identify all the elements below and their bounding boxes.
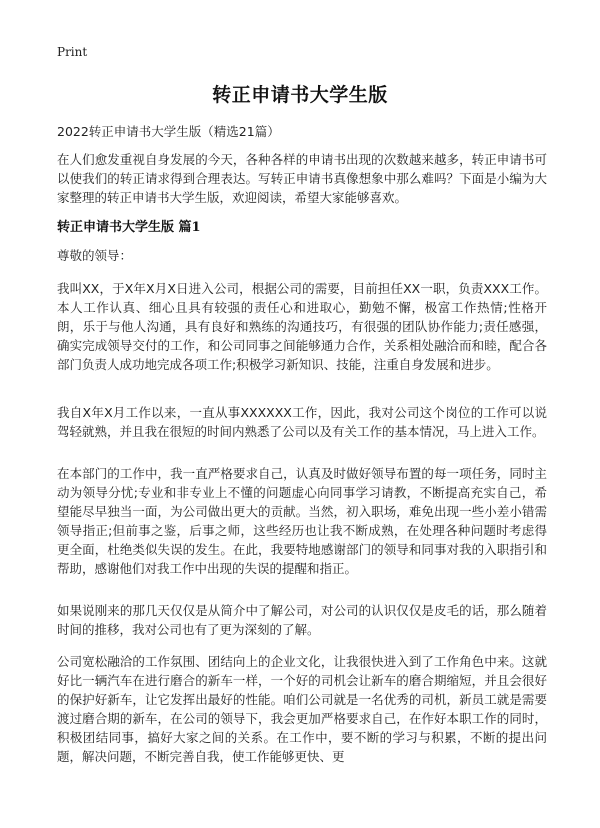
body-paragraph-2: 我自X年X月工作以来，一直从事XXXXXX工作，因此，我对公司这个岗位的工作可以说驾轻就熟，并且我在很短的时间内熟悉了公司以及有关工作的基本情况，马上进入工作。 bbox=[57, 405, 547, 439]
section-heading: 转正申请书大学生版 篇1 bbox=[57, 220, 201, 235]
document-subtitle: 2022转正申请书大学生版（精选21篇） bbox=[57, 124, 280, 139]
intro-paragraph: 在人们愈发重视自身发展的今天，各种各样的申请书出现的次数越来越多，转正申请书可以使我们的转正请求得到合理表达。写转正申请书真像想象中那么难吗？下面是小编为大家整理的转正申请书大学生版，欢迎阅读，希望大家能够喜欢。 bbox=[57, 152, 547, 205]
page-title: 转正申请书大学生版 bbox=[212, 84, 388, 106]
body-paragraph-4: 如果说刚来的那几天仅仅是从简介中了解公司，对公司的认识仅仅是皮毛的话，那么随着时间的推移，我对公司也有了更为深刻的了解。 bbox=[57, 603, 547, 637]
print-link[interactable]: Print bbox=[57, 45, 88, 59]
body-paragraph-1: 我叫XX，于X年X月X日进入公司，根据公司的需要，目前担任XX一职，负责XXX工作。本人工作认真、细心且具有较强的责任心和进取心，勤勉不懈，极富工作热情;性格开朗，乐于与他人沟通，具有良好和熟练的沟通技巧，有很强的团队协作能力;责任感强，确实完成领导交付的工作，和公司同事之间能够通力合作，关系相处融洽而和睦，配合各部门负责人成功地完成各项工作;积极学习新知识、技能，注重自身发展和进步。 bbox=[57, 281, 547, 372]
body-paragraph-5: 公司宽松融洽的工作氛围、团结向上的企业文化，让我很快进入到了工作角色中来。这就好比一辆汽车在进行磨合的新车一样，一个好的司机会让新车的磨合期缩短，并且会很好的保护好新车，让它发挥出最好的性能。咱们公司就是一名优秀的司机，新员工就是需要渡过磨合期的新车，在公司的领导下，我会更加严格要求自己，在作好本职工作的同时，积极团结同事，搞好大家之间的关系。在工作中，要不断的学习与积累，不断的提出问题，解决问题，不断完善自我，使工作能够更快、更 bbox=[57, 654, 547, 764]
greeting: 尊敬的领导： bbox=[57, 248, 133, 263]
body-paragraph-3: 在本部门的工作中，我一直严格要求自己，认真及时做好领导布置的每一项任务，同时主动为领导分忧;专业和非专业上不懂的问题虚心向同事学习请教，不断提高充实自己，希望能尽早独当一面，为公司做出更大的贡献。当然，初入职场，难免出现一些小差小错需领导指正;但前事之鉴，后事之师，这些经历也让我不断成熟，在处理各种问题时考虑得更全面，杜绝类似失误的发生。在此，我要特地感谢部门的领导和同事对我的入职指引和帮助，感谢他们对我工作中出现的失误的提醒和指正。 bbox=[57, 466, 547, 576]
